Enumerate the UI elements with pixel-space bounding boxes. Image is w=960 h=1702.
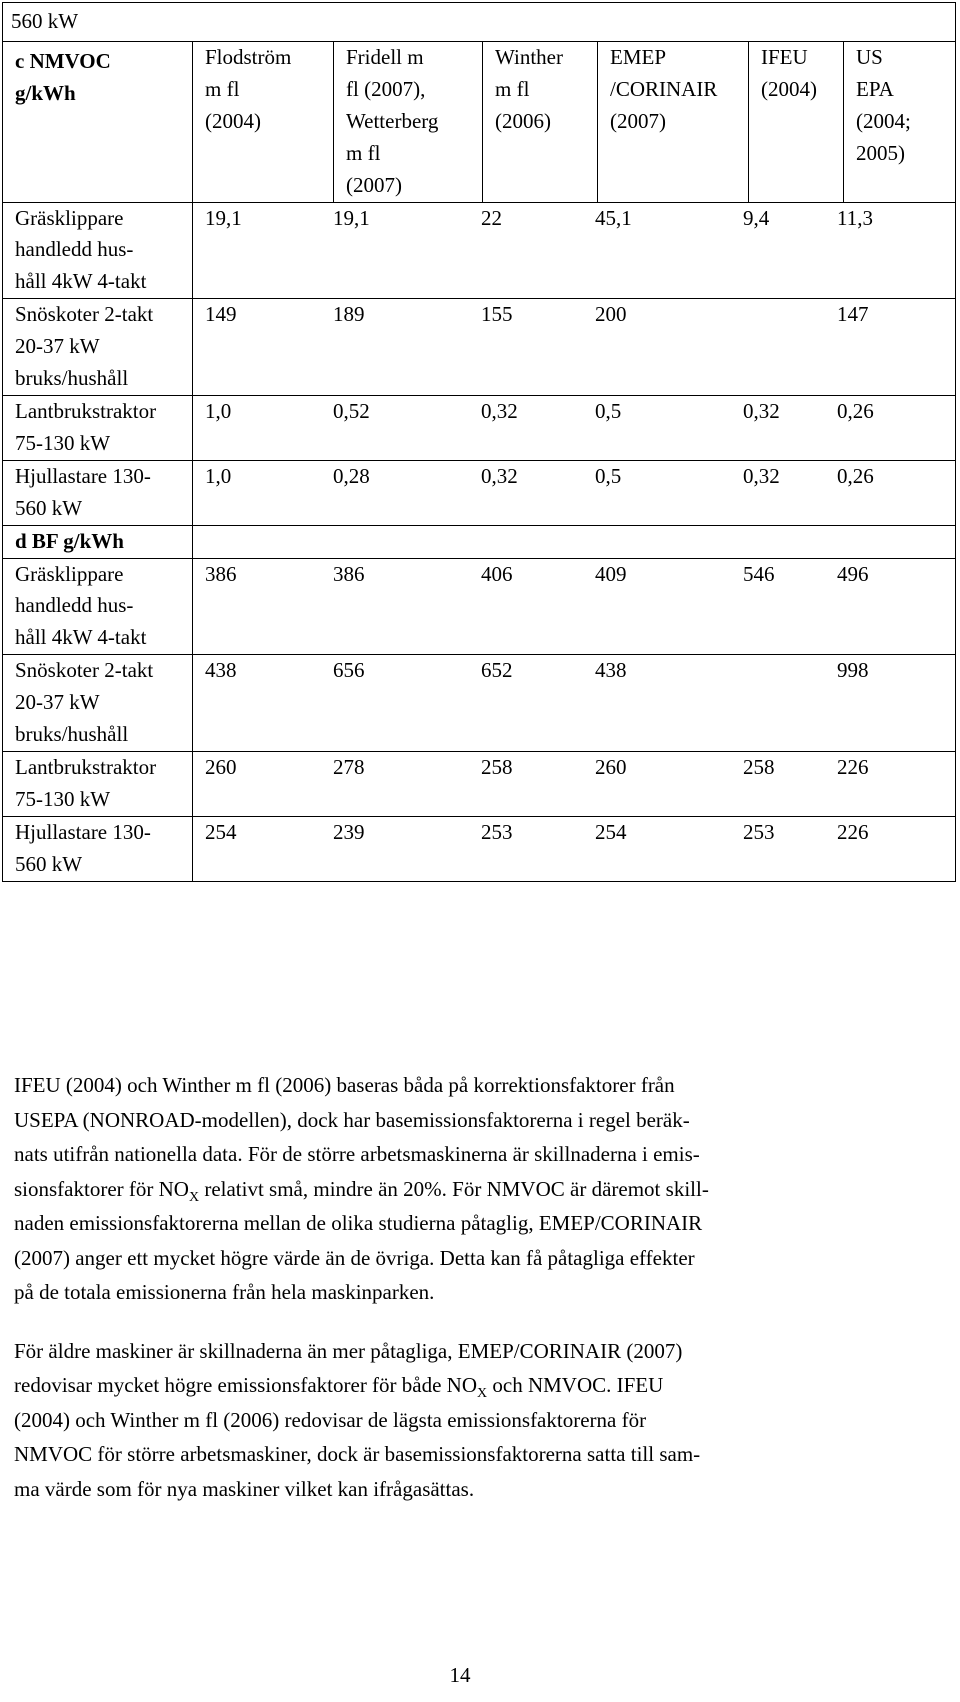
table-cell: 0,52 bbox=[333, 398, 370, 423]
row-label: Hjullastare 130- 560 kW bbox=[3, 460, 193, 525]
body-text bbox=[14, 1068, 914, 1530]
table-cell: 998 bbox=[837, 658, 869, 683]
table-cell: 254 bbox=[205, 819, 237, 844]
table-cell bbox=[743, 299, 837, 331]
page-number: 14 bbox=[449, 1663, 471, 1687]
paragraph-2: För äldre maskiner är skillnaderna än mer påtagliga, EMEP/CORINAIR (2007) redovisar mycket högre emissionsfaktorer för både $NO_X$ och NMVOC. IFEU (2004) och Winther m fl (2006) redovisar de lägsta emissionsfaktorerna för NMVOC för större arbetsmaskiner, dock är basemissionsfaktorerna satta till sam- ma värde som för nya maskiner vilket kan ifrågasättas. bbox=[14, 1338, 701, 1501]
table-cell: 19,1 bbox=[205, 205, 242, 230]
top-row-cell: 560 kW bbox=[3, 3, 956, 42]
table-cell: 0,28 bbox=[333, 463, 370, 488]
row-values bbox=[193, 460, 956, 525]
column-header: IFEU (2004) bbox=[748, 42, 843, 202]
table-cell: 1,0 bbox=[205, 463, 232, 488]
nmvoc-header-line: g/kWh bbox=[15, 80, 76, 105]
table-cell: 226 bbox=[837, 754, 869, 779]
bf-header-empty bbox=[193, 525, 956, 558]
table-cell: 239 bbox=[333, 819, 365, 844]
table-cell: 11,3 bbox=[837, 205, 873, 230]
table-cell: 0,26 bbox=[837, 463, 874, 488]
table-cell: 0,32 bbox=[481, 398, 518, 423]
row-label: Lantbrukstraktor 75-130 kW bbox=[3, 751, 193, 816]
row-label: Hjullastare 130- 560 kW bbox=[3, 816, 193, 881]
row-values bbox=[193, 395, 956, 460]
table-cell: 438 bbox=[595, 658, 627, 683]
table-row bbox=[3, 751, 956, 816]
table-cell: 149 bbox=[205, 302, 237, 327]
table-cell: 409 bbox=[595, 561, 627, 586]
table-cell: 406 bbox=[481, 561, 513, 586]
table-cell: 258 bbox=[743, 754, 775, 779]
table-cell: 438 bbox=[205, 658, 237, 683]
column-header: Flodström m fl (2004) bbox=[205, 45, 292, 133]
table-cell: 0,32 bbox=[743, 463, 780, 488]
table-cell: 200 bbox=[595, 302, 627, 327]
row-label: Gräsklippare handledd hus- håll 4kW 4-takt bbox=[3, 558, 193, 655]
table-cell: 147 bbox=[837, 302, 869, 327]
table-cell: 278 bbox=[333, 754, 365, 779]
table-cell: 0,32 bbox=[481, 463, 518, 488]
nmvoc-header-label bbox=[3, 42, 193, 203]
row-values bbox=[193, 202, 956, 299]
header-row-nmvoc bbox=[3, 42, 956, 203]
column-header: EMEP /CORINAIR (2007) bbox=[597, 42, 748, 202]
table-row bbox=[3, 395, 956, 460]
table-cell: 9,4 bbox=[743, 205, 770, 230]
table-row bbox=[3, 816, 956, 881]
table-cell: 22 bbox=[481, 205, 502, 230]
column-headers bbox=[193, 42, 956, 203]
table-cell: 189 bbox=[333, 302, 365, 327]
row-values bbox=[193, 299, 956, 396]
table-cell: 253 bbox=[743, 819, 775, 844]
table-cell: 260 bbox=[205, 754, 237, 779]
table-cell: 155 bbox=[481, 302, 513, 327]
table-cell: 0,32 bbox=[743, 398, 780, 423]
table-cell: 652 bbox=[481, 658, 513, 683]
table-cell: 226 bbox=[837, 819, 869, 844]
table-cell: 546 bbox=[743, 561, 775, 586]
paragraph-1: IFEU (2004) och Winther m fl (2006) baseras båda på korrektionsfaktorer från USEPA (NONROAD-modellen), dock har basemissionsfaktorerna i regel beräk- nats utifrån nationella data. För de större arbetsmaskinerna är skillnaderna i emis- sionsfaktorer för $NO_X$ relativt små, mindre än 20%. För NMVOC är däremot skill- naden emissionsfaktorerna mellan de olika studierna påtaglig, EMEP/CORINAIR (2007) anger ett mycket högre värde än de övriga. Detta kan få påtagliga effekter på de totala emissionerna från hela maskinparken. bbox=[14, 1073, 709, 1304]
row-label: Lantbrukstraktor 75-130 kW bbox=[3, 395, 193, 460]
table-cell: 260 bbox=[595, 754, 627, 779]
table-top-row bbox=[3, 3, 956, 42]
table-cell bbox=[743, 655, 837, 687]
table-row bbox=[3, 202, 956, 299]
table-cell: 19,1 bbox=[333, 205, 370, 230]
row-label: Snöskoter 2-takt 20-37 kW bruks/hushåll bbox=[3, 299, 193, 396]
table-cell: 253 bbox=[481, 819, 513, 844]
row-values bbox=[193, 751, 956, 816]
table-cell: 386 bbox=[333, 561, 365, 586]
row-label: Snöskoter 2-takt 20-37 kW bruks/hushåll bbox=[3, 655, 193, 752]
table-row bbox=[3, 299, 956, 396]
table-cell: 258 bbox=[481, 754, 513, 779]
table-cell: 496 bbox=[837, 561, 869, 586]
bf-header-label: d BF g/kWh bbox=[3, 525, 193, 558]
table-cell: 254 bbox=[595, 819, 627, 844]
table-cell: 1,0 bbox=[205, 398, 232, 423]
column-header: US EPA (2004; 2005) bbox=[843, 42, 926, 202]
row-values bbox=[193, 655, 956, 752]
table-cell: 656 bbox=[333, 658, 365, 683]
section-header-row bbox=[3, 525, 956, 558]
table-row bbox=[3, 460, 956, 525]
table-cell: 0,5 bbox=[595, 463, 622, 488]
column-header: Winther m fl (2006) bbox=[482, 42, 597, 202]
row-label: Gräsklippare handledd hus- håll 4kW 4-takt bbox=[3, 202, 193, 299]
table-cell: 45,1 bbox=[595, 205, 632, 230]
table-cell: 386 bbox=[205, 561, 237, 586]
table-row bbox=[3, 655, 956, 752]
emission-factor-table bbox=[2, 2, 956, 882]
table-row bbox=[3, 558, 956, 655]
table-cell: 0,26 bbox=[837, 398, 874, 423]
row-values bbox=[193, 558, 956, 655]
table-cell: 0,5 bbox=[595, 398, 622, 423]
column-header: Fridell m fl (2007), Wetterberg m fl (2007) bbox=[333, 42, 482, 202]
row-values bbox=[193, 816, 956, 881]
nmvoc-header-line: c NMVOC bbox=[15, 49, 111, 73]
